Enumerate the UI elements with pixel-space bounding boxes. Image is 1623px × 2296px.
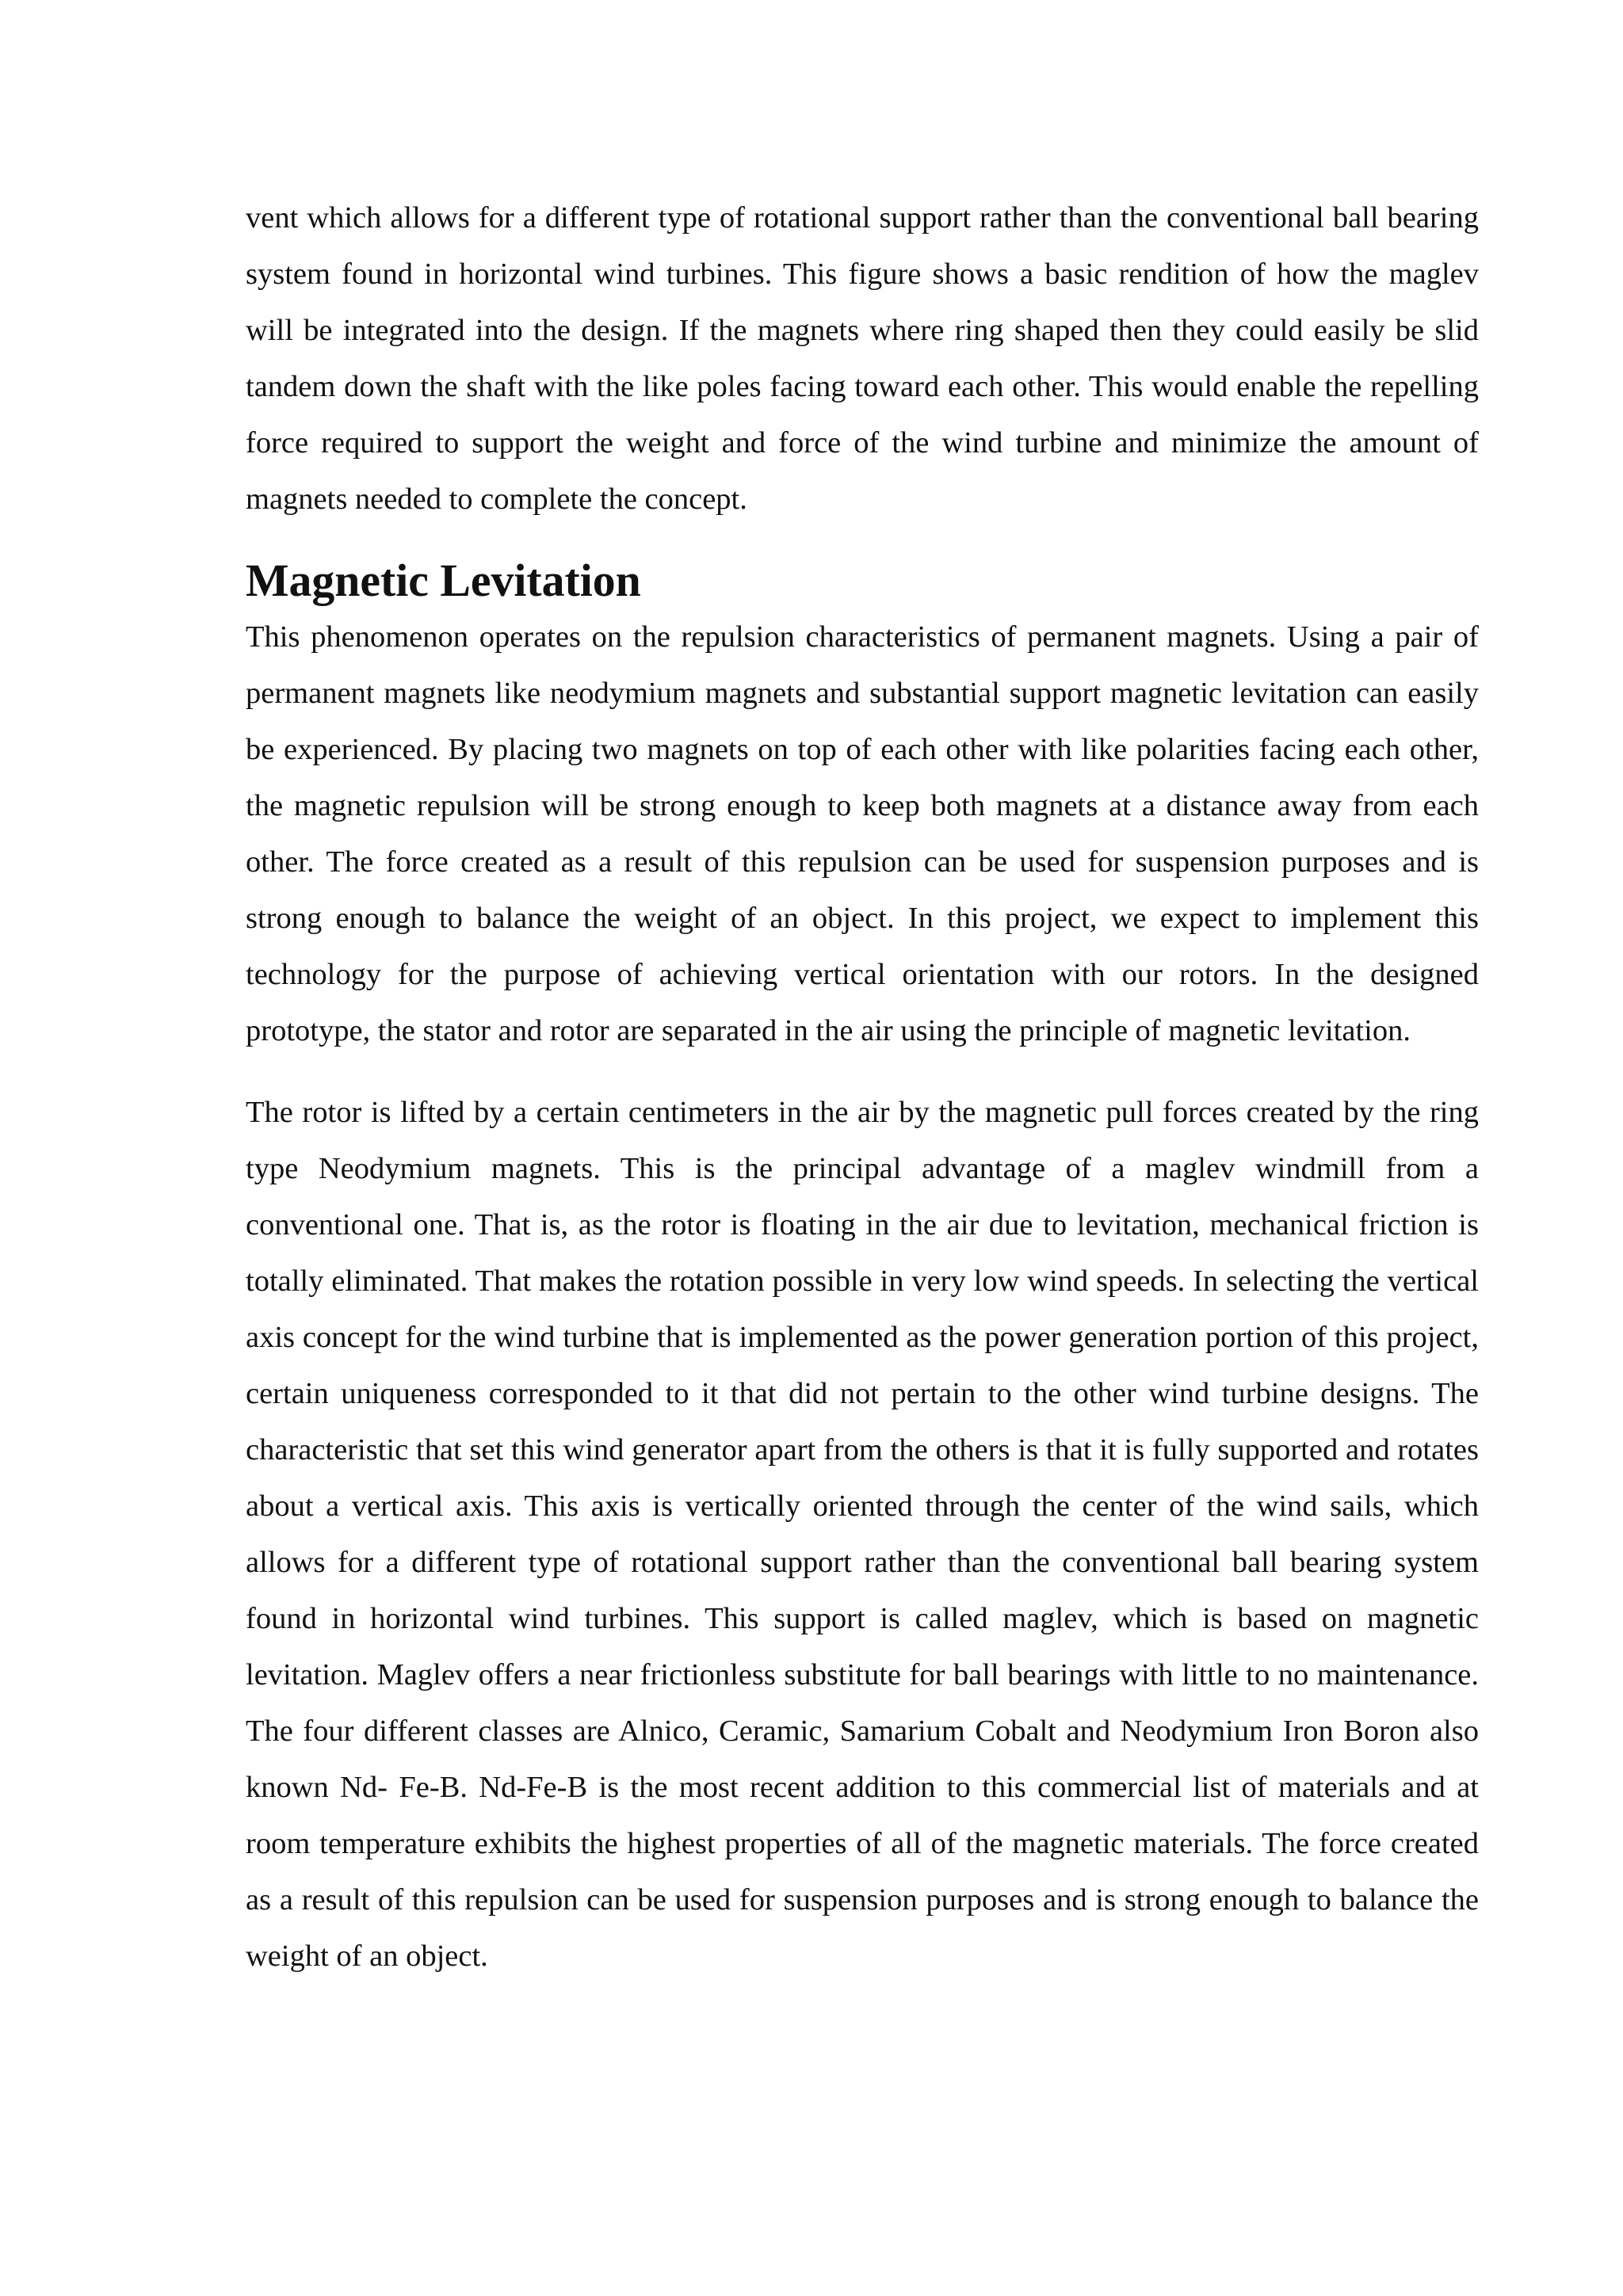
page-body — [246, 190, 1479, 1985]
rotor-paragraph: The rotor is lifted by a certain centimeters in the air by the magnetic pull forces created by the ring type Neodymium magnets. This is the principal advantage of a maglev windmill from a conventional one. That is, as the rotor is floating in the air due to levitation, mechanical friction is totally eliminated. That makes the rotation possible in very low wind speeds. In selecting the vertical axis concept for the wind turbine that is implemented as the power generation portion of this project, certain uniqueness corresponded to it that did not pertain to the other wind turbine designs. The characteristic that set this wind generator apart from the others is that it is fully supported and rotates about a vertical axis. This axis is vertically oriented through the center of the wind sails, which allows for a different type of rotational support rather than the conventional ball bearing system found in horizontal wind turbines. This support is called maglev, which is based on magnetic levitation. Maglev offers a near frictionless substitute for ball bearings with little to no maintenance. The four different classes are Alnico, Ceramic, Samarium Cobalt and Neodymium Iron Boron also known Nd- Fe-B. Nd-Fe-B is the most recent addition to this commercial list of materials and at room temperature exhibits the highest properties of all of the magnetic materials. The force created as a result of this repulsion can be used for suspension purposes and is strong enough to balance the weight of an object. — [246, 1096, 1479, 1973]
section-heading: Magnetic Levitation — [246, 556, 641, 606]
intro-paragraph: vent which allows for a different type of rotational support rather than the conventional ball bearing system found in horizontal wind turbines. This figure shows a basic rendition of how the maglev will be integrated into the design. If the magnets where ring shaped then they could easily be slid tandem down the shaft with the like poles facing toward each other. This would enable the repelling force required to support the weight and force of the wind turbine and minimize the amount of magnets needed to complete the concept. — [246, 201, 1479, 516]
levitation-paragraph: This phenomenon operates on the repulsion characteristics of permanent magnets. Using a pair of permanent magnets like neodymium magnets and substantial support magnetic levitation can easily be experienced. By placing two magnets on top of each other with like polarities facing each other, the magnetic repulsion will be strong enough to keep both magnets at a distance away from each other. The force created as a result of this repulsion can be used for suspension purposes and is strong enough to balance the weight of an object. In this project, we expect to implement this technology for the purpose of achieving vertical orientation with our rotors. In the designed prototype, the stator and rotor are separated in the air using the principle of magnetic levitation. — [246, 620, 1479, 1047]
